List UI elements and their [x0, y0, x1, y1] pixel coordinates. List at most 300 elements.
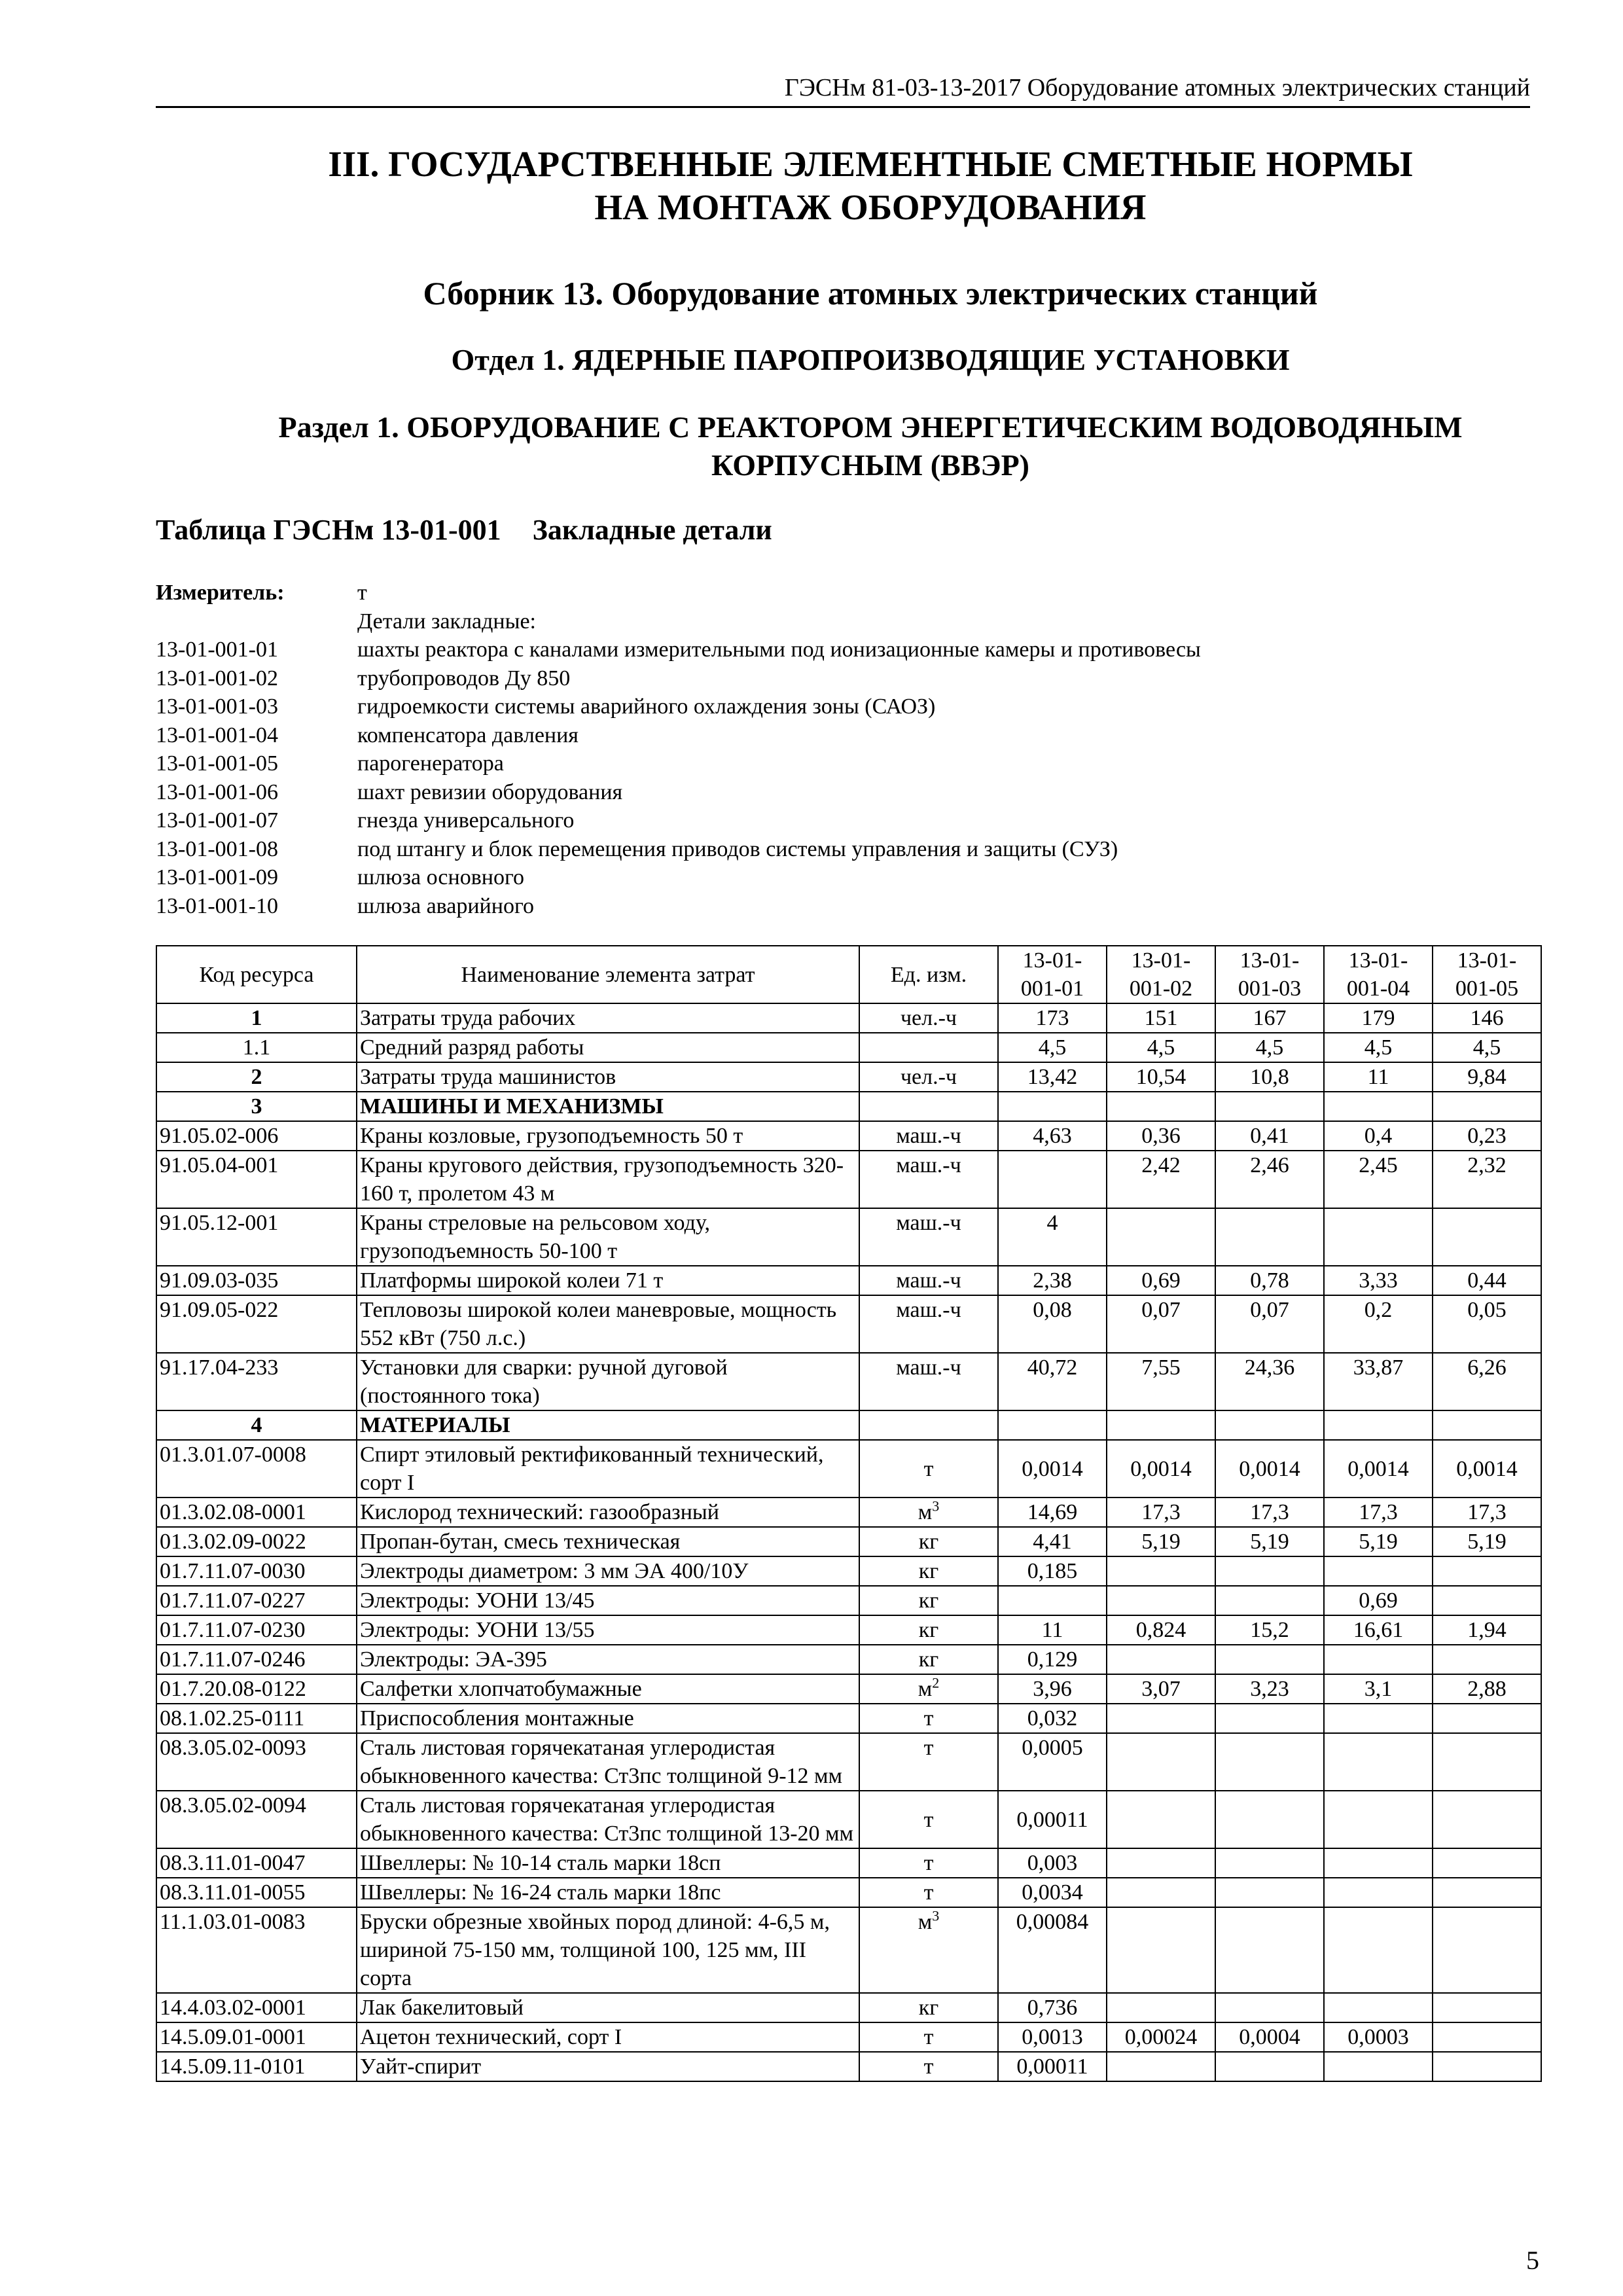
norm-value-cell: 0,824: [1107, 1615, 1215, 1645]
norm-value-cell: [1107, 1733, 1215, 1791]
norm-value-cell: 15,2: [1215, 1615, 1324, 1645]
norm-value-cell: 0,41: [1215, 1121, 1324, 1151]
resource-code-cell: 01.7.11.07-0227: [156, 1586, 357, 1615]
cost-element-name-cell: Тепловозы широкой колеи маневровые, мощность 552 кВт (750 л.с.): [357, 1295, 859, 1353]
unit-cell: [859, 1878, 998, 1907]
section-title: [0, 408, 1623, 484]
norm-value-cell: [1215, 1092, 1324, 1121]
table-row: [156, 1151, 1541, 1208]
table-row: [156, 1062, 1541, 1092]
norm-value-cell: 2,45: [1324, 1151, 1433, 1208]
norm-value-cell: [1215, 1704, 1324, 1733]
resource-code-cell: 01.7.11.07-0030: [156, 1556, 357, 1586]
norm-value-cell: 5,19: [1107, 1527, 1215, 1556]
unit-cell: [859, 1791, 998, 1848]
unit-text: кг: [918, 1647, 939, 1672]
table-row: [156, 1498, 1541, 1527]
norm-value-cell: [1324, 1556, 1433, 1586]
norm-value-cell: 2,42: [1107, 1151, 1215, 1208]
norm-value-cell: [1324, 2052, 1433, 2081]
unit-text: маш.-ч: [896, 1355, 961, 1380]
meter-group-row: [156, 607, 1201, 636]
norm-value-cell: [1433, 1907, 1541, 1993]
norm-value-cell: 3,96: [998, 1674, 1107, 1704]
unit-cell: [859, 1266, 998, 1295]
resource-code-cell: 01.3.02.08-0001: [156, 1498, 357, 1527]
resource-code-cell: 2: [156, 1062, 357, 1092]
meter-item-text: шахты реактора с каналами измерительными под ионизационные камеры и противовесы: [357, 637, 1201, 662]
resource-code-cell: 1: [156, 1003, 357, 1033]
unit-text: маш.-ч: [896, 1211, 961, 1235]
table-row: [156, 1295, 1541, 1353]
norm-value-cell: 40,72: [998, 1353, 1107, 1410]
resource-code-cell: 01.3.02.09-0022: [156, 1527, 357, 1556]
resource-code-cell: 11.1.03.01-0083: [156, 1907, 357, 1993]
norm-value-cell: [998, 1151, 1107, 1208]
resource-code-cell: 91.05.02-006: [156, 1121, 357, 1151]
meter-item: [156, 636, 1201, 664]
meter-item-text: шахт ревизии оборудования: [357, 780, 623, 804]
unit-cell: [859, 1733, 998, 1791]
unit-cell: [859, 1704, 998, 1733]
norm-value-cell: [1324, 1208, 1433, 1266]
norm-value-cell: [1107, 1704, 1215, 1733]
unit-text: кг: [918, 1559, 939, 1583]
table-row: [156, 1092, 1541, 1121]
unit-text: маш.-ч: [896, 1153, 961, 1177]
unit-cell: [859, 2022, 998, 2052]
norm-value-cell: 24,36: [1215, 1353, 1324, 1410]
header-norm-05: 13-01- 001-05: [1433, 946, 1541, 1003]
norm-value-cell: 0,0004: [1215, 2022, 1324, 2052]
table-row: [156, 1645, 1541, 1674]
norm-value-cell: [1107, 1907, 1215, 1993]
norm-value-cell: [1324, 1993, 1433, 2022]
norm-value-cell: 4,5: [1433, 1033, 1541, 1062]
norm-value-cell: 4: [998, 1208, 1107, 1266]
norm-value-cell: [998, 1092, 1107, 1121]
unit-text: т: [923, 1706, 934, 1731]
norm-value-cell: 2,32: [1433, 1151, 1541, 1208]
cost-element-name-cell: Бруски обрезные хвойных пород длиной: 4-6,5 м, шириной 75-150 мм, толщиной 100, 125 мм, III сорта: [357, 1907, 859, 1993]
cost-element-name-cell: Пропан-бутан, смесь техническая: [357, 1527, 859, 1556]
norm-value-cell: [1324, 1645, 1433, 1674]
norm-value-cell: 0,07: [1215, 1295, 1324, 1353]
unit-cell: [859, 1440, 998, 1498]
unit-text: кг: [918, 1588, 939, 1613]
resource-code-cell: 91.09.03-035: [156, 1266, 357, 1295]
norm-value-cell: [1107, 1092, 1215, 1121]
header-cost-element-name: Наименование элемента затрат: [357, 946, 859, 1003]
table-row: [156, 1615, 1541, 1645]
norm-value-cell: 0,69: [1324, 1586, 1433, 1615]
norm-value-cell: 0,736: [998, 1993, 1107, 2022]
norm-value-cell: [1215, 1791, 1324, 1848]
norm-value-cell: 0,2: [1324, 1295, 1433, 1353]
unit-cell: [859, 1208, 998, 1266]
norm-value-cell: [998, 1586, 1107, 1615]
cost-element-name-cell: Электроды: ЭА-395: [357, 1645, 859, 1674]
norm-value-cell: [1433, 1556, 1541, 1586]
table-row: [156, 1907, 1541, 1993]
table-row: [156, 1674, 1541, 1704]
unit-text: чел.-ч: [900, 1065, 957, 1089]
unit-cell: [859, 1062, 998, 1092]
unit-text: кг: [918, 1618, 939, 1642]
unit-cell: [859, 1092, 998, 1121]
norm-value-cell: 5,19: [1215, 1527, 1324, 1556]
meter-item-text: шлюза аварийного: [357, 893, 535, 918]
norm-value-cell: [1324, 1791, 1433, 1848]
cost-element-name-cell: Установки для сварки: ручной дуговой (постоянного тока): [357, 1353, 859, 1410]
unit-text: т: [923, 1851, 934, 1875]
cost-element-name-cell: Швеллеры: № 10-14 сталь марки 18сп: [357, 1848, 859, 1878]
main-title: [0, 143, 1623, 229]
resource-code-cell: 91.05.12-001: [156, 1208, 357, 1266]
meter-item: [156, 835, 1201, 864]
unit-text: м: [918, 1677, 933, 1701]
norm-value-cell: 0,78: [1215, 1266, 1324, 1295]
norm-value-cell: [1107, 1208, 1215, 1266]
norm-value-cell: 4,5: [1107, 1033, 1215, 1062]
resource-code-cell: 01.7.11.07-0246: [156, 1645, 357, 1674]
resource-code-cell: 91.17.04-233: [156, 1353, 357, 1410]
collection-title: Сборник 13. Оборудование атомных электрических станций: [423, 275, 1318, 312]
meter-item: [156, 806, 1201, 835]
norm-value-cell: 17,3: [1215, 1498, 1324, 1527]
unit-cell: [859, 1410, 998, 1440]
resource-code-cell: 14.5.09.11-0101: [156, 2052, 357, 2081]
meter-item-code: 13-01-001-07: [156, 808, 278, 833]
unit-cell: [859, 1033, 998, 1062]
meter-item-code: 13-01-001-06: [156, 780, 278, 804]
table-title-code: Таблица ГЭСНм 13-01-001: [156, 514, 501, 546]
norm-value-cell: 4,5: [998, 1033, 1107, 1062]
header-norm-02: 13-01- 001-02: [1107, 946, 1215, 1003]
norm-value-cell: 0,00011: [998, 2052, 1107, 2081]
table-row: [156, 1993, 1541, 2022]
resource-code-cell: 01.7.11.07-0230: [156, 1615, 357, 1645]
norm-value-cell: [1324, 1848, 1433, 1878]
norm-value-cell: [1215, 1586, 1324, 1615]
table-row: [156, 1033, 1541, 1062]
unit-cell: [859, 1556, 998, 1586]
header-norm-01: 13-01- 001-01: [998, 946, 1107, 1003]
norm-value-cell: 2,46: [1215, 1151, 1324, 1208]
header-resource-code: Код ресурса: [156, 946, 357, 1003]
cost-element-name-cell: Уайт-спирит: [357, 2052, 859, 2081]
resource-code-cell: 14.4.03.02-0001: [156, 1993, 357, 2022]
cost-element-name-cell: Краны кругового действия, грузоподъемность 320-160 т, пролетом 43 м: [357, 1151, 859, 1208]
norm-value-cell: [1215, 1848, 1324, 1878]
norm-value-cell: 10,54: [1107, 1062, 1215, 1092]
norm-value-cell: 1,94: [1433, 1615, 1541, 1645]
meter-item: [156, 749, 1201, 778]
unit-cell: [859, 1003, 998, 1033]
unit-cell: [859, 1353, 998, 1410]
table-row: [156, 1586, 1541, 1615]
division-title: Отдел 1. ЯДЕРНЫЕ ПАРОПРОИЗВОДЯЩИЕ УСТАНОВКИ: [451, 343, 1290, 376]
norm-value-cell: [1433, 1645, 1541, 1674]
norm-value-cell: 0,0005: [998, 1733, 1107, 1791]
norm-value-cell: 4,63: [998, 1121, 1107, 1151]
norm-value-cell: [1107, 1586, 1215, 1615]
table-title-name: Закладные детали: [532, 514, 772, 546]
table-row: [156, 1556, 1541, 1586]
norm-value-cell: 17,3: [1107, 1498, 1215, 1527]
section-title-line-1: Раздел 1. ОБОРУДОВАНИЕ С РЕАКТОРОМ ЭНЕРГЕТИЧЕСКИМ ВОДОВОДЯНЫМ: [278, 410, 1463, 444]
norm-value-cell: 173: [998, 1003, 1107, 1033]
norm-value-cell: 13,42: [998, 1062, 1107, 1092]
resource-code-cell: 1.1: [156, 1033, 357, 1062]
resource-code-cell: 01.3.01.07-0008: [156, 1440, 357, 1498]
unit-exponent: 2: [932, 1674, 940, 1691]
meter-item-code: 13-01-001-08: [156, 836, 278, 861]
norm-value-cell: [1215, 1208, 1324, 1266]
main-title-line-1: III. ГОСУДАРСТВЕННЫЕ ЭЛЕМЕНТНЫЕ СМЕТНЫЕ НОРМЫ: [328, 144, 1413, 184]
meter-item-code: 13-01-001-01: [156, 637, 278, 662]
norm-value-cell: 17,3: [1433, 1498, 1541, 1527]
norm-value-cell: 3,07: [1107, 1674, 1215, 1704]
unit-cell: [859, 1645, 998, 1674]
norm-value-cell: 14,69: [998, 1498, 1107, 1527]
unit-text: чел.-ч: [900, 1006, 957, 1030]
norm-value-cell: 0,0014: [1324, 1440, 1433, 1498]
unit-cell: [859, 1907, 998, 1993]
meter-block: [156, 579, 1201, 920]
norm-value-cell: 0,00084: [998, 1907, 1107, 1993]
table-row: [156, 1848, 1541, 1878]
page-number: 5: [1526, 2246, 1539, 2275]
norm-value-cell: 146: [1433, 1003, 1541, 1033]
norms-table: [156, 945, 1542, 2082]
norm-value-cell: 6,26: [1433, 1353, 1541, 1410]
unit-cell: [859, 1121, 998, 1151]
section-title-line-2: КОРПУСНЫМ (ВВЭР): [711, 448, 1029, 482]
norm-value-cell: [1433, 1704, 1541, 1733]
norm-value-cell: 5,19: [1324, 1527, 1433, 1556]
norm-value-cell: 3,23: [1215, 1674, 1324, 1704]
norm-value-cell: [1215, 2052, 1324, 2081]
meter-item-text: трубопроводов Ду 850: [357, 666, 571, 691]
table-row: [156, 2052, 1541, 2081]
cost-element-name-cell: Кислород технический: газообразный: [357, 1498, 859, 1527]
unit-text: м: [918, 1910, 933, 1934]
norm-value-cell: [1215, 1556, 1324, 1586]
norm-value-cell: 9,84: [1433, 1062, 1541, 1092]
norm-value-cell: 0,44: [1433, 1266, 1541, 1295]
meter-item-code: 13-01-001-03: [156, 694, 278, 719]
unit-text: т: [923, 1456, 934, 1481]
meter-item-text: гнезда универсального: [357, 808, 575, 833]
norm-value-cell: 0,0034: [998, 1878, 1107, 1907]
norm-value-cell: [1324, 1704, 1433, 1733]
meter-row: [156, 579, 1201, 607]
norm-value-cell: [1107, 1556, 1215, 1586]
norm-value-cell: 17,3: [1324, 1498, 1433, 1527]
norm-value-cell: 4,5: [1215, 1033, 1324, 1062]
meter-item-code: 13-01-001-10: [156, 893, 278, 918]
table-row: [156, 2022, 1541, 2052]
norm-value-cell: [1433, 1586, 1541, 1615]
unit-cell: [859, 1615, 998, 1645]
norm-value-cell: 10,8: [1215, 1062, 1324, 1092]
norm-value-cell: 4,5: [1324, 1033, 1433, 1062]
unit-text: маш.-ч: [896, 1268, 961, 1293]
norm-value-cell: 0,0014: [1215, 1440, 1324, 1498]
norm-value-cell: 0,0014: [1433, 1440, 1541, 1498]
cost-element-name-cell: Спирт этиловый ректификованный технический, сорт I: [357, 1440, 859, 1498]
cost-element-name-cell: Лак бакелитовый: [357, 1993, 859, 2022]
norm-value-cell: [1107, 1848, 1215, 1878]
norm-value-cell: 0,36: [1107, 1121, 1215, 1151]
norm-value-cell: 167: [1215, 1003, 1324, 1033]
meter-item-text: парогенератора: [357, 751, 504, 776]
norm-value-cell: [1215, 1907, 1324, 1993]
resource-code-cell: 08.3.11.01-0055: [156, 1878, 357, 1907]
table-row: [156, 1704, 1541, 1733]
table-row: [156, 1440, 1541, 1498]
norm-value-cell: [1324, 1733, 1433, 1791]
meter-item: [156, 721, 1201, 750]
cost-element-name-cell: Ацетон технический, сорт I: [357, 2022, 859, 2052]
norm-value-cell: 0,185: [998, 1556, 1107, 1586]
norm-value-cell: 2,88: [1433, 1674, 1541, 1704]
meter-item-text: шлюза основного: [357, 865, 525, 889]
norm-value-cell: 0,0003: [1324, 2022, 1433, 2052]
norm-value-cell: 0,05: [1433, 1295, 1541, 1353]
cost-element-name-cell: Электроды: УОНИ 13/45: [357, 1586, 859, 1615]
resource-code-cell: 08.3.11.01-0047: [156, 1848, 357, 1878]
norm-value-cell: 0,129: [998, 1645, 1107, 1674]
meter-group-label: Детали закладные:: [357, 609, 536, 634]
norm-value-cell: 3,1: [1324, 1674, 1433, 1704]
unit-exponent: 3: [932, 1907, 940, 1924]
unit-cell: [859, 1993, 998, 2022]
norm-value-cell: 0,032: [998, 1704, 1107, 1733]
resource-code-cell: 91.09.05-022: [156, 1295, 357, 1353]
unit-cell: [859, 1498, 998, 1527]
norm-value-cell: [1433, 1993, 1541, 2022]
norm-value-cell: 4,41: [998, 1527, 1107, 1556]
main-title-line-2: НА МОНТАЖ ОБОРУДОВАНИЯ: [594, 187, 1147, 227]
unit-text: т: [923, 1736, 934, 1760]
norm-value-cell: 0,4: [1324, 1121, 1433, 1151]
norm-value-cell: [1215, 1993, 1324, 2022]
unit-text: м: [918, 1500, 933, 1524]
unit-text: т: [923, 2025, 934, 2049]
norm-value-cell: [1324, 1092, 1433, 1121]
norm-value-cell: [1107, 1878, 1215, 1907]
norm-value-cell: 33,87: [1324, 1353, 1433, 1410]
norm-value-cell: [1107, 1410, 1215, 1440]
unit-text: кг: [918, 1996, 939, 2020]
unit-cell: [859, 1151, 998, 1208]
norm-value-cell: 2,38: [998, 1266, 1107, 1295]
norm-value-cell: [1215, 1878, 1324, 1907]
table-row: [156, 1353, 1541, 1410]
meter-item-code: 13-01-001-09: [156, 865, 278, 889]
norm-value-cell: 179: [1324, 1003, 1433, 1033]
cost-element-name-cell: Затраты труда рабочих: [357, 1003, 859, 1033]
norm-value-cell: [1433, 1208, 1541, 1266]
table-row: [156, 1121, 1541, 1151]
norm-value-cell: 0,07: [1107, 1295, 1215, 1353]
norm-value-cell: 16,61: [1324, 1615, 1433, 1645]
norm-value-cell: 0,0013: [998, 2022, 1107, 2052]
norm-value-cell: [1324, 1878, 1433, 1907]
resource-code-cell: 08.1.02.25-0111: [156, 1704, 357, 1733]
cost-element-name-cell: МАТЕРИАЛЫ: [357, 1410, 859, 1440]
norm-value-cell: [1324, 1410, 1433, 1440]
cost-element-name-cell: Сталь листовая горячекатаная углеродистая обыкновенного качества: Ст3пс толщиной 13-20 мм: [357, 1791, 859, 1848]
header-norm-04: 13-01- 001-04: [1324, 946, 1433, 1003]
norm-value-cell: [1433, 1410, 1541, 1440]
meter-item-text: под штангу и блок перемещения приводов системы управления и защиты (СУЗ): [357, 836, 1118, 861]
table-row: [156, 1003, 1541, 1033]
table-title: [156, 513, 772, 547]
resource-code-cell: 91.05.04-001: [156, 1151, 357, 1208]
norm-value-cell: 0,00024: [1107, 2022, 1215, 2052]
table-row: [156, 1410, 1541, 1440]
unit-text: маш.-ч: [896, 1298, 961, 1322]
resource-code-cell: 08.3.05.02-0093: [156, 1733, 357, 1791]
resource-code-cell: 08.3.05.02-0094: [156, 1791, 357, 1848]
norm-value-cell: 0,69: [1107, 1266, 1215, 1295]
table-row: [156, 1733, 1541, 1791]
norm-value-cell: 0,23: [1433, 1121, 1541, 1151]
meter-label: Измеритель:: [156, 581, 285, 605]
unit-cell: [859, 1295, 998, 1353]
meter-item-code: 13-01-001-02: [156, 666, 278, 691]
meter-item: [156, 664, 1201, 693]
cost-element-name-cell: Платформы широкой колеи 71 т: [357, 1266, 859, 1295]
norm-value-cell: 3,33: [1324, 1266, 1433, 1295]
norm-value-cell: [1107, 1791, 1215, 1848]
norm-value-cell: 0,0014: [1107, 1440, 1215, 1498]
norm-value-cell: 151: [1107, 1003, 1215, 1033]
norm-value-cell: 5,19: [1433, 1527, 1541, 1556]
cost-element-name-cell: Средний разряд работы: [357, 1033, 859, 1062]
header-norm-03: 13-01- 001-03: [1215, 946, 1324, 1003]
meter-item: [156, 863, 1201, 892]
norm-value-cell: 11: [1324, 1062, 1433, 1092]
norm-value-cell: 0,0014: [998, 1440, 1107, 1498]
unit-cell: [859, 2052, 998, 2081]
meter-item-code: 13-01-001-04: [156, 723, 278, 747]
norm-value-cell: [998, 1410, 1107, 1440]
unit-text: т: [923, 1880, 934, 1905]
norm-value-cell: [1433, 2052, 1541, 2081]
meter-item: [156, 692, 1201, 721]
resource-code-cell: 3: [156, 1092, 357, 1121]
cost-element-name-cell: Салфетки хлопчатобумажные: [357, 1674, 859, 1704]
cost-element-name-cell: Краны козловые, грузоподъемность 50 т: [357, 1121, 859, 1151]
header-unit: Ед. изм.: [859, 946, 998, 1003]
cost-element-name-cell: Электроды: УОНИ 13/55: [357, 1615, 859, 1645]
cost-element-name-cell: Краны стреловые на рельсовом ходу, грузоподъемность 50-100 т: [357, 1208, 859, 1266]
norm-value-cell: [1215, 1733, 1324, 1791]
cost-element-name-cell: Сталь листовая горячекатаная углеродистая обыкновенного качества: Ст3пс толщиной 9-12 мм: [357, 1733, 859, 1791]
unit-text: т: [923, 2054, 934, 2079]
meter-item: [156, 778, 1201, 807]
cost-element-name-cell: Затраты труда машинистов: [357, 1062, 859, 1092]
table-row: [156, 1208, 1541, 1266]
meter-item: [156, 892, 1201, 921]
table-row: [156, 1791, 1541, 1848]
resource-code-cell: 4: [156, 1410, 357, 1440]
norm-value-cell: [1433, 1092, 1541, 1121]
